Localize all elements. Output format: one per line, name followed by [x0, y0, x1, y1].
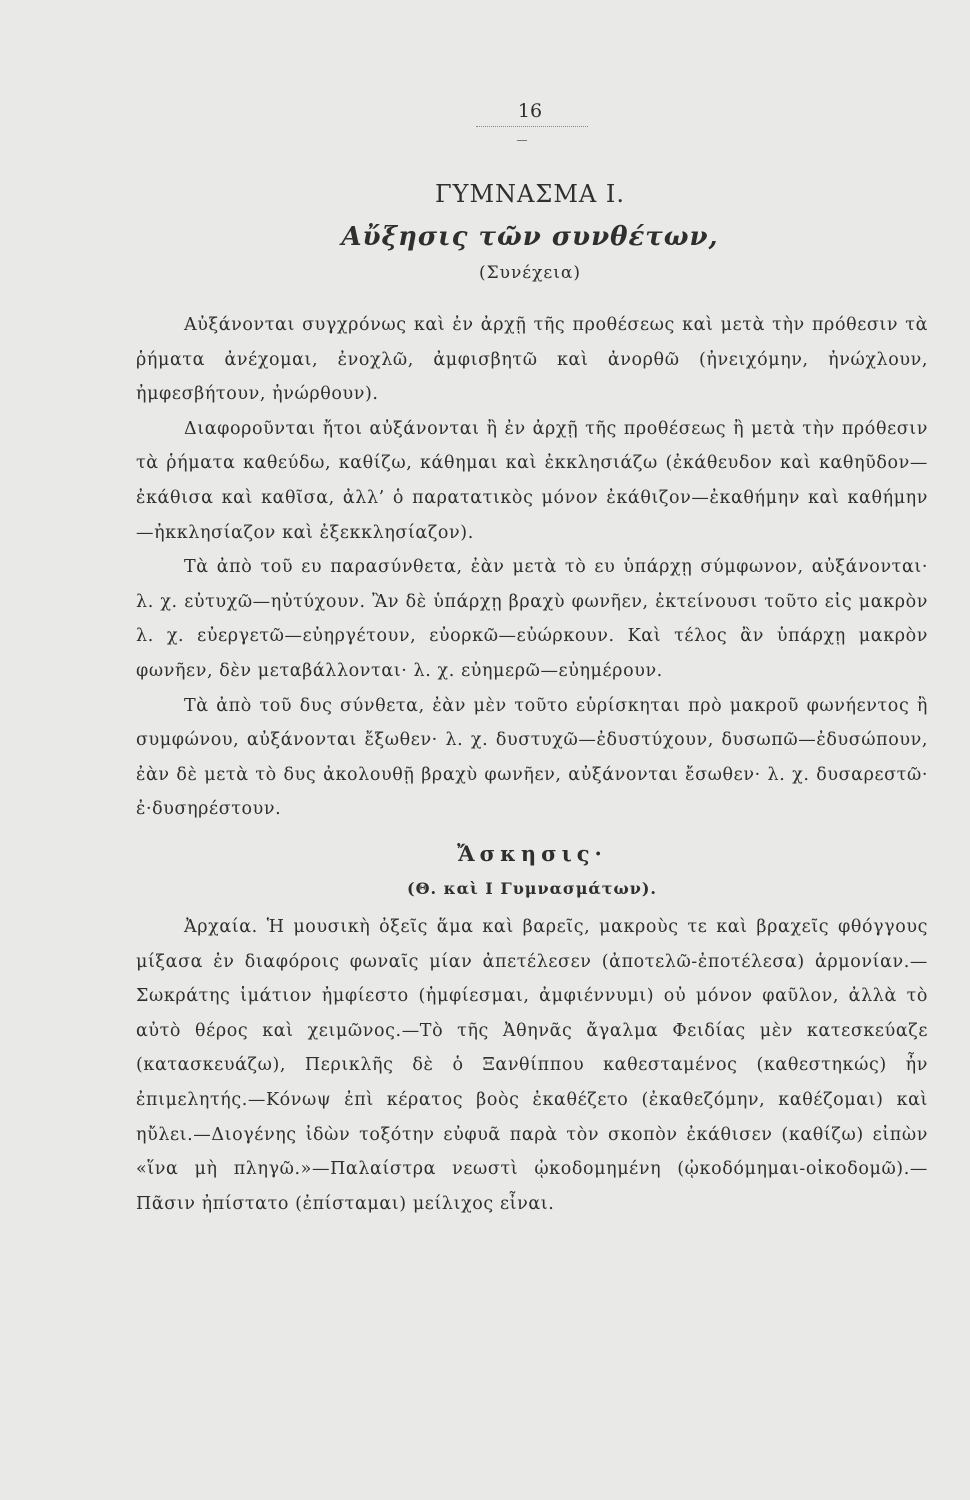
- divider-short: [517, 140, 527, 141]
- page-number: 16: [517, 100, 543, 122]
- paragraph: Αὐξάνονται συγχρόνως καὶ ἐν ἀρχῇ τῆς προθέσεως καὶ μετὰ τὴν πρόθεσιν τὰ ῥήματα ἀνέχομαι, ἐνοχλῶ, ἀμφισβητῶ καὶ ἀνορθῶ (ἠνειχόμην, ἠνώχλουν, ἠμφεσβήτουν, ἠνώρθουν).: [136, 315, 928, 405]
- main-text: [136, 308, 928, 1221]
- paragraph: Τὰ ἀπὸ τοῦ ευ παρασύνθετα, ἐὰν μετὰ τὸ ευ ὑπάρχῃ σύμφωνον, αὐξάνονται· λ. χ. εὐτυχῶ—ηὐτύχουν. Ἂν δὲ ὑπάρχῃ βραχὺ φωνῆεν, ἐκτείνουσι τοῦτο εἰς μακρὸν λ. χ. εὐεργετῶ—εὐηργέτουν, εὐορκῶ—εὐώρκουν. Καὶ τέλος ἂν ὑπάρχῃ μακρὸν φωνῆεν, δὲν μεταβάλλονται· λ. χ. εὐημερῶ—εὐημέρουν.: [136, 557, 928, 681]
- chapter-title: ΓΥΜΝΑΣΜΑ Ι.: [434, 180, 625, 208]
- paragraph: Διαφοροῦνται ἤτοι αὐξάνονται ἢ ἐν ἀρχῇ τῆς προθέσεως ἢ μετὰ τὴν πρόθεσιν τὰ ῥήματα καθεύδω, καθίζω, κάθημαι καὶ ἐκκλησιάζω (ἐκάθευδον καὶ καθηῦδον—ἐκάθισα καὶ καθῖσα, ἀλλ’ ὁ παρατατικὸς μόνον ἐκάθιζον—ἐκαθήμην καὶ καθήμην—ἠκκλησίαζον καὶ ἐξεκκλησίαζον).: [136, 418, 928, 543]
- section-title: Αὔξησις τῶν συνθέτων,: [341, 222, 719, 252]
- divider: [476, 126, 588, 127]
- paragraph: Τὰ ἀπὸ τοῦ δυς σύνθετα, ἐὰν μὲν τοῦτο εὑρίσκηται πρὸ μακροῦ φωνήεντος ἢ συμφώνου, αὐξάνονται ἔξωθεν· λ. χ. δυστυχῶ—ἐδυστύχουν, δυσωπῶ—ἐδυσώπουν, ἐὰν δὲ μετὰ τὸ δυς ἀκολουθῇ βραχὺ φωνῆεν, αὐξάνονται ἔσωθεν· λ. χ. δυσαρεστῶ· ἐ·δυσηρέστουν.: [136, 695, 928, 820]
- exercise-title: Ἄσκησις·: [457, 840, 607, 866]
- continuation-label: (Συνέχεια): [478, 263, 581, 283]
- exercise-subtitle: (Θ. καὶ Ι Γυμνασμάτων).: [407, 878, 657, 898]
- exercise-paragraph: Ἀρχαία. Ἡ μουσικὴ ὀξεῖς ἅμα καὶ βαρεῖς, μακροὺς τε καὶ βραχεῖς φθόγγους μίξασα ἐν διαφόροις φωναῖς μίαν ἀπετέλεσεν (ἀποτελῶ-ἐποτέλεσα) ἁρμονίαν.—Σωκράτης ἱμάτιον ἠμφίεστο (ἠμφίεσμαι, ἀμφιέννυμι) οὐ μόνον φαῦλον, ἀλλὰ τὸ αὐτὸ θέρος καὶ χειμῶνος.—Τὸ τῆς Ἀθηνᾶς ἄγαλμα Φειδίας μὲν κατεσκεύαζε (κατασκευάζω), Περικλῆς δὲ ὁ Ξανθίππου καθεσταμένος (καθεστηκώς) ἦν ἐπιμελητής.—Κόνωψ ἐπὶ κέρατος βοὸς ἐκαθέζετο (ἐκαθεζόμην, καθέζομαι) καὶ ηὔλει.—Διογένης ἰδὼν τοξότην εὐφυᾶ παρὰ τὸν σκοπὸν ἐκάθισεν (καθίζω) εἰπὼν «ἵνα μὴ πληγῶ.»—Παλαίστρα νεωστὶ ᾠκοδομημένη (ᾠκοδόμημαι-οἰκοδομῶ).—Πᾶσιν ἠπίστατο (ἐπίσταμαι) μείλιχος εἶναι.: [136, 917, 928, 1214]
